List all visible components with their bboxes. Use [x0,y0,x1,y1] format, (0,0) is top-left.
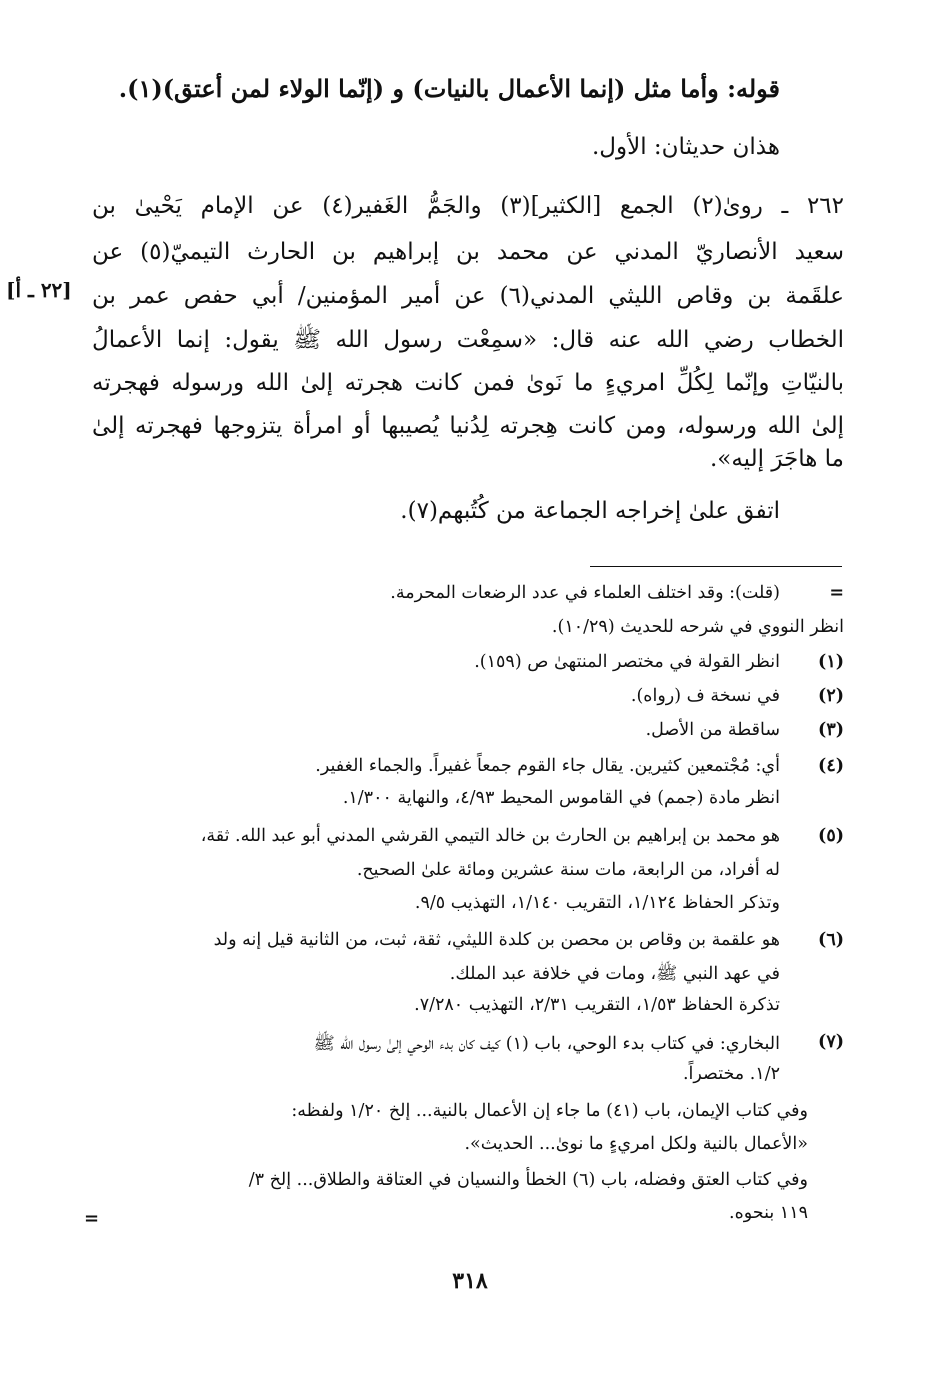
hadith-line-1: ٢٦٢ ـ روىٰ(٢) الجمع [الكثير](٣) والجَمُّ الغَفير(٤) عن الإمام يَحْيىٰ بن [92,193,845,219]
footnote-number: (٦) [818,930,844,950]
footnote-line: له أفراد، من الرابعة، مات سنة عشرين ومائة علىٰ الصحيح. [356,860,780,880]
footnote-continuation-line-2: انظر النووي في شرحه للحديث (١٠/٢٩). [551,617,844,637]
footnote-number: (٥) [818,826,844,846]
footnote-line: أي: مُجْتمعين كثيرين. يقال جاء القوم جمعاً غفيراً. والجماء الغفير. [315,756,780,776]
hadith-line-5: بالنيّاتِ وإنّما لِكُلِّ امريءٍ ما نَوىٰ فمن كانت هجرته إلىٰ الله ورسوله فهجرته [92,370,844,396]
footnote-line: ١/٢. مختصراً. [682,1064,780,1084]
footnote-continuation-marker: = [829,583,844,603]
footnote-line: هو محمد بن إبراهيم بن الحارث بن خالد التيمي القرشي المدني أبو عبد الله. ثقة، [200,826,780,846]
hadith-line-4: الخطاب رضي الله عنه قال: «سمِعْت رسول الله ﷺ يقول: إنما الأعمالُ [92,327,844,353]
footnote-line: تذكرة الحفاظ ١/٥٣، التقريب ٢/٣١، التهذيب ٧/٢٨٠. [414,995,780,1015]
footnote-line: وفي كتاب الإيمان، باب (٤١) ما جاء إن الأعمال بالنية... إلخ ١/٢٠ ولفظه: [291,1101,808,1121]
intro-text: هذان حديثان: الأول. [591,134,780,160]
footnote-line: «الأعمال بالنية ولكل امريءٍ ما نوىٰ... الحديث». [464,1134,808,1154]
hadith-line-6: إلىٰ الله ورسوله، ومن كانت هِجرته لِدُنيا يُصيبها أو امرأة يتزوجها فهجرته إلىٰ [92,413,844,439]
manuscript-folio-marker: [٢٢ ـ أ] [6,278,72,302]
footnote-number: (٤) [818,756,844,776]
hadith-line-3: علقَمة بن وقاص الليثي المدني(٦) عن أمير المؤمنين/ أبي حفص عمر بن [92,283,845,309]
footnote-continuation-line-1: (قلت): وقد اختلف العلماء في عدد الرضعات المحرمة. [390,583,780,603]
agreement-note: اتفق علىٰ إخراجه الجماعة من كُتُبهم(٧). [400,498,780,524]
footnote-line: البخاري: في كتاب بدء الوحي، باب (١) كيف كان بدء الوحي إلىٰ رسول الله ﷺ [313,1034,780,1054]
footnote-number: (٢) [818,686,844,706]
hadith-line-2: سعيد الأنصاريّ المدني عن محمد بن إبراهيم بن الحارث التيميّ(٥) عن [92,239,844,265]
footnote-line: ١١٩ بنحوه. [729,1203,808,1223]
footnote-separator [590,566,842,567]
footnote-line: وتذكر الحفاظ ١/١٢٤، التقريب ١/١٤٠، التهذيب ٩/٥. [414,893,780,913]
footnote-number: (٣) [818,720,844,740]
footnote-line: انظر مادة (جمم) في القاموس المحيط ٤/٩٣، والنهاية ١/٣٠٠. [342,788,780,808]
page-number: ٣١٨ [452,1268,488,1294]
section-heading: قوله: وأما مثل (إنما الأعمال بالنيات) و (إنّما الولاء لمن أعتق)(١). [118,74,780,103]
footnote-number: (١) [818,652,844,672]
hadith-line-7: ما هاجَرَ إليه». [709,446,844,472]
footnote-number: (٧) [818,1032,844,1052]
footnote-line: انظر القولة في مختصر المنتهىٰ ص (١٥٩). [474,652,780,672]
footnote-line: هو علقمة بن وقاص بن محصن بن كلدة الليثي، ثقة، ثبت، من الثانية قيل إنه ولد [213,930,780,950]
footnote-continues-marker: = [84,1208,100,1229]
footnote-line: في نسخة ف (رواه). [630,686,780,706]
footnote-line: في عهد النبي ﷺ، ومات في خلافة عبد الملك. [449,964,780,984]
footnote-line: وفي كتاب العتق وفضله، باب (٦) الخطأ والنسيان في العتاقة والطلاق... إلخ ٣/ [248,1170,808,1190]
footnote-line: ساقطة من الأصل. [645,720,780,740]
